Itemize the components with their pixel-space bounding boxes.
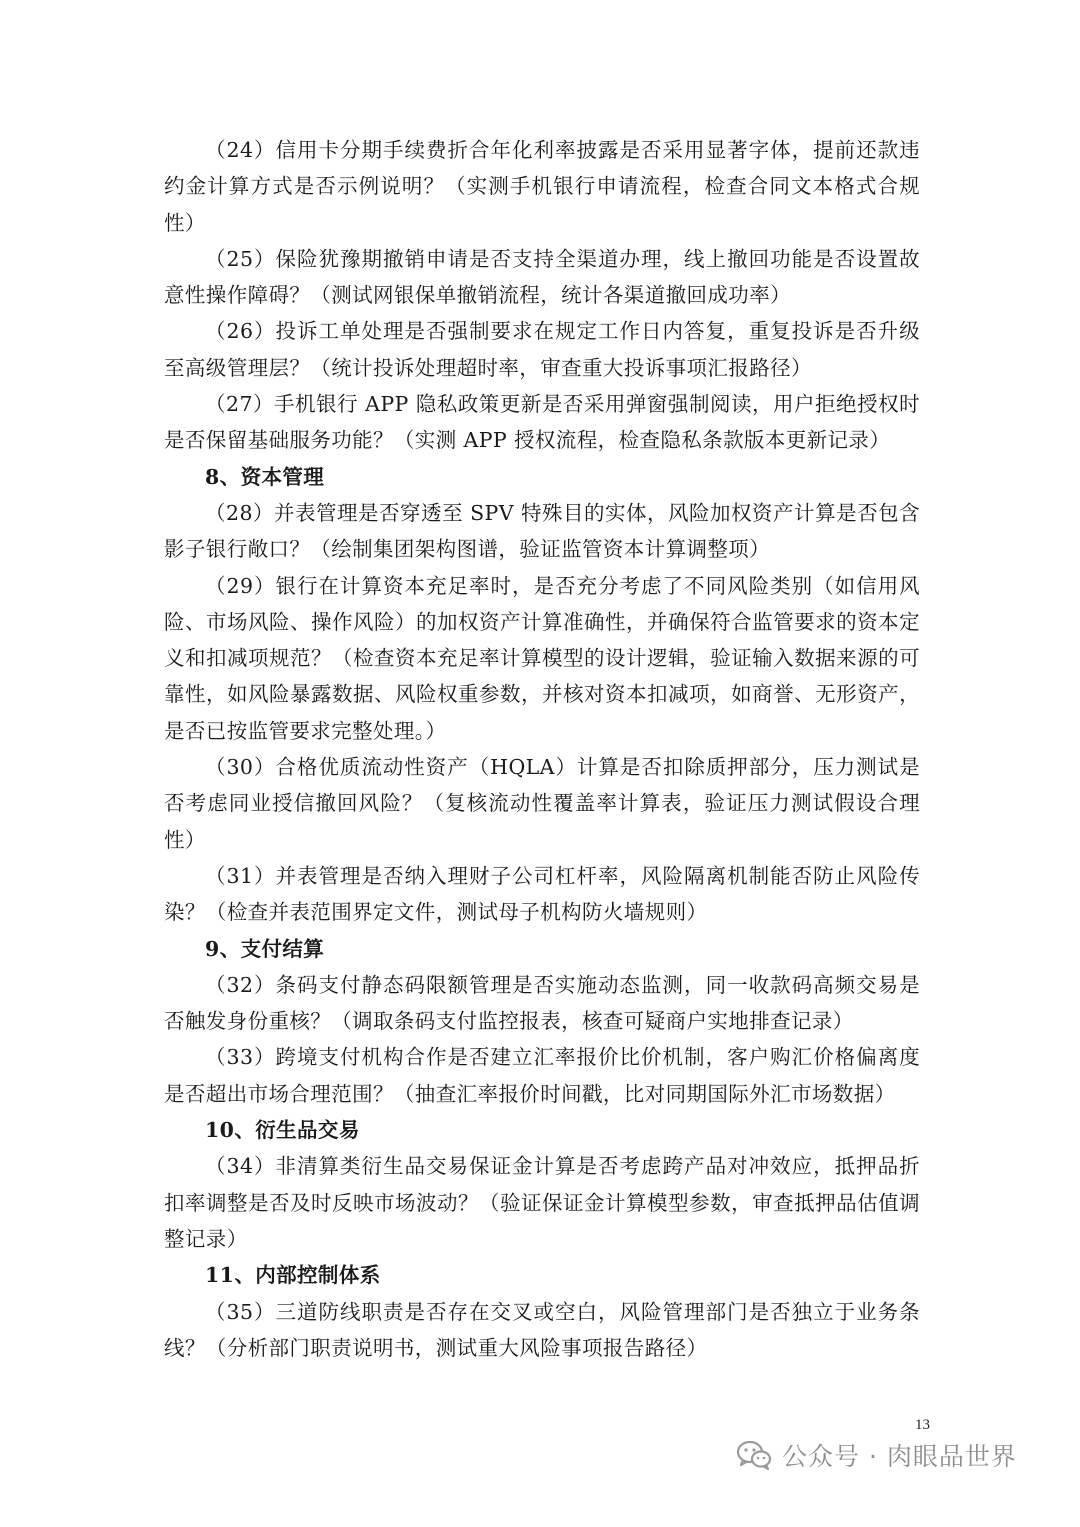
section-heading-derivatives: 10、衍生品交易 [205,1118,360,1143]
paragraph-item-35: （35）三道防线职责是否存在交叉或空白，风险管理部门是否独立于业务条线？（分析部门职责说明书，测试重大风险事项报告路径） [164,1299,920,1360]
paragraph-item-32: （32）条码支付静态码限额管理是否实施动态监测，同一收款码高频交易是否触发身份重核？（调取条码支付监控报表，核查可疑商户实地排查记录） [164,972,920,1034]
paragraph-item-29: （29）银行在计算资本充足率时，是否充分考虑了不同风险类别（如信用风险、市场风险、操作风险）的加权资产计算准确性，并确保符合监管要求的资本定义和扣减项规范？（检查资本充足率计算模型的设计逻辑，验证输入数据来源的可靠性，如风险暴露数据、风险权重参数，并核对资本扣减项，如商誉、无形资产，是否已按监管要求完整处理。） [164,573,920,743]
paragraph-item-30: （30）合格优质流动性资产（HQLA）计算是否扣除质押部分，压力测试是否考虑同业授信撤回风险？（复核流动性覆盖率计算表，验证压力测试假设合理性） [164,755,920,852]
paragraph-item-31: （31）并表管理是否纳入理财子公司杠杆率，风险隔离机制能否防止风险传染？（检查并表范围界定文件，测试母子机构防火墙规则） [164,863,920,925]
paragraph-item-28: （28）并表管理是否穿透至 SPV 特殊目的实体，风险加权资产计算是否包含影子银行敞口？（绘制集团架构图谱，验证监管资本计算调整项） [164,500,920,562]
watermark [736,1430,1017,1480]
section-heading-payment-settlement: 9、支付结算 [205,936,325,961]
paragraph-item-34: （34）非清算类衍生品交易保证金计算是否考虑跨产品对冲效应，抵押品折扣率调整是否及时反映市场波动？（验证保证金计算模型参数，审查抵押品估值调整记录） [164,1154,920,1251]
page-number: 13 [915,1417,930,1433]
section-heading-internal-control: 11、内部控制体系 [205,1263,381,1288]
paragraph-item-26: （26）投诉工单处理是否强制要求在规定工作日内答复，重复投诉是否升级至高级管理层？（统计投诉处理超时率，审查重大投诉事项汇报路径） [164,319,920,380]
document-body [164,132,920,1366]
paragraph-item-27: （27）手机银行 APP 隐私政策更新是否采用弹窗强制阅读，用户拒绝授权时是否保留基础服务功能？（实测 APP 授权流程，检查隐私条款版本更新记录） [164,392,920,453]
paragraph-item-33: （33）跨境支付机构合作是否建立汇率报价比价机制，客户购汇价格偏离度是否超出市场合理范围？（抽查汇率报价时间戳，比对同期国际外汇市场数据） [164,1045,920,1106]
wechat-icon [736,1439,772,1471]
paragraph-item-24: （24）信用卡分期手续费折合年化利率披露是否采用显著字体，提前还款违约金计算方式是否示例说明？（实测手机银行申请流程，检查合同文本格式合规性） [164,138,920,235]
section-heading-capital-management: 8、资本管理 [205,464,325,489]
watermark-text: 公众号 · 肉眼品世界 [782,1442,1017,1471]
paragraph-item-25: （25）保险犹豫期撤销申请是否支持全渠道办理，线上撤回功能是否设置故意性操作障碍？（测试网银保单撤销流程，统计各渠道撤回成功率） [164,246,920,308]
